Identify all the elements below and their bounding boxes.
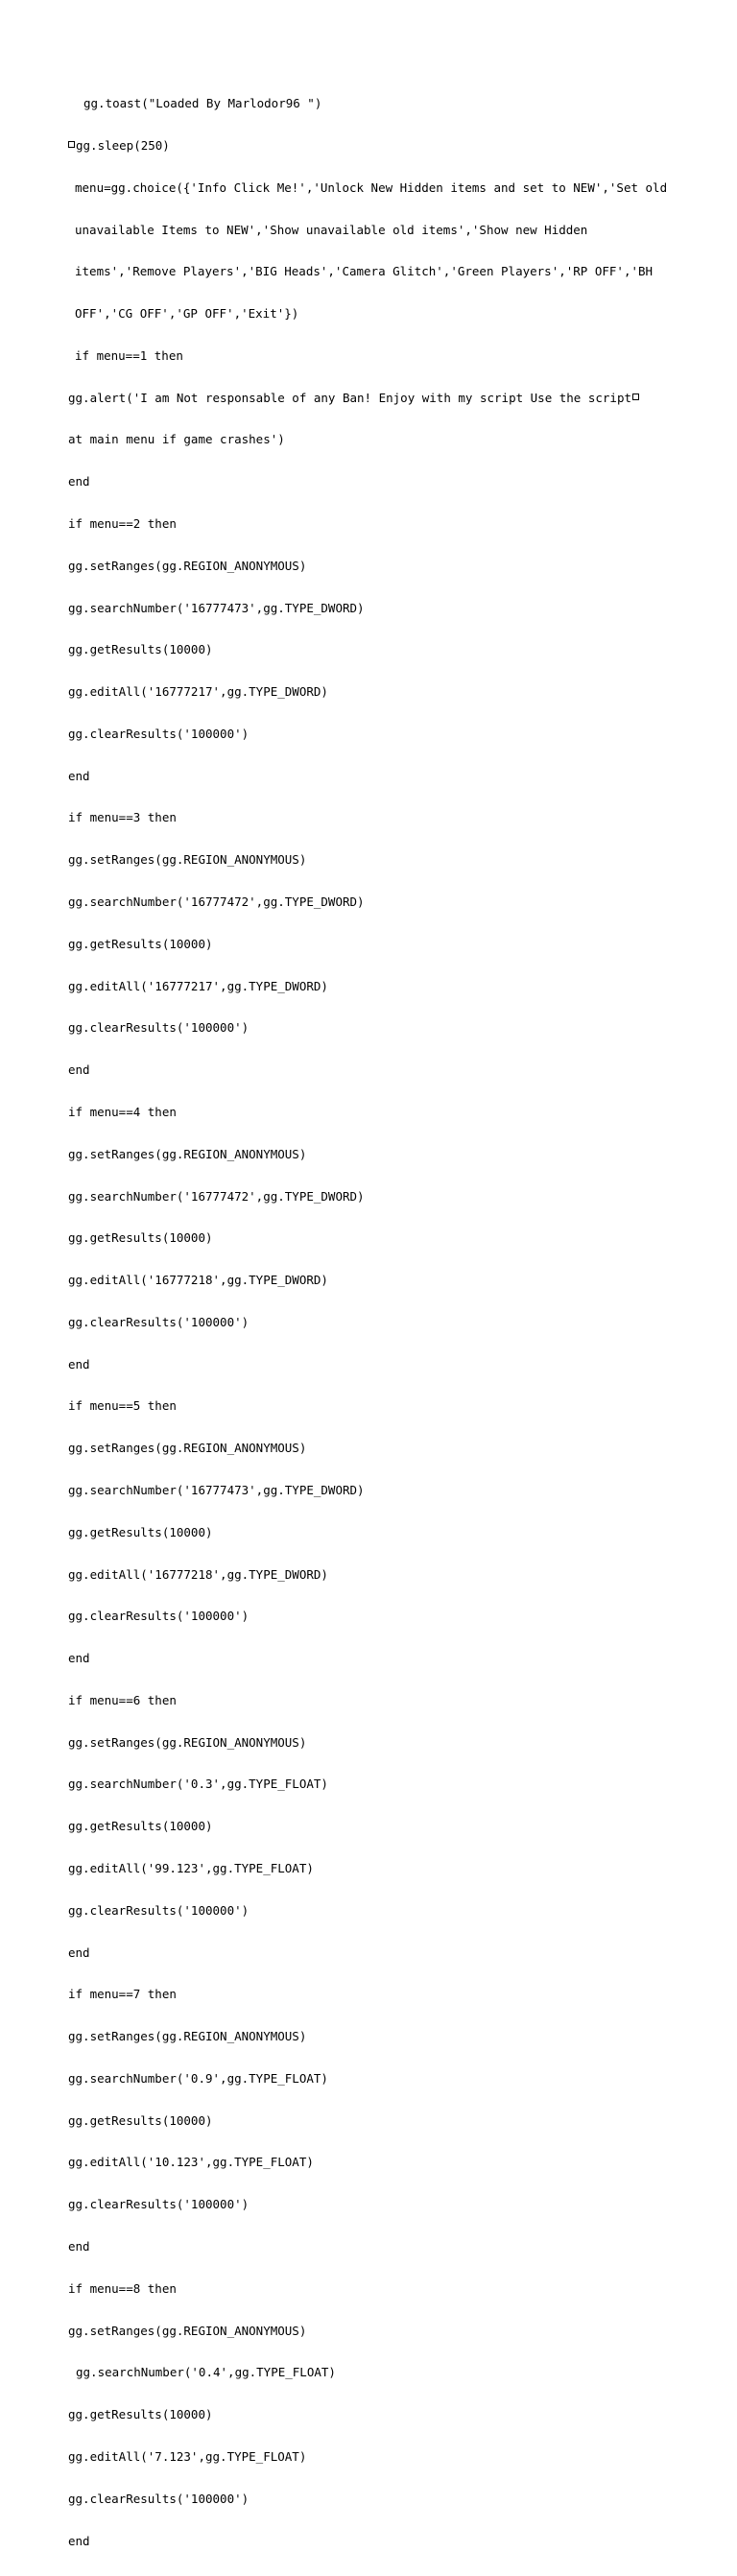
script-text	[68, 69, 682, 2576]
code-line: end	[68, 1356, 90, 1371]
code-line: gg.setRanges(gg.REGION_ANONYMOUS)	[68, 2323, 307, 2338]
code-line: gg.setRanges(gg.REGION_ANONYMOUS)	[68, 2029, 307, 2044]
code-line: end	[68, 768, 90, 783]
code-line: gg.setRanges(gg.REGION_ANONYMOUS)	[68, 558, 307, 573]
code-line: if menu==1 then	[75, 347, 183, 363]
code-line: end	[68, 2533, 90, 2548]
code-line: gg.clearResults('100000')	[68, 2197, 250, 2212]
code-line: gg.editAll('10.123',gg.TYPE_FLOAT)	[68, 2155, 314, 2170]
code-line: end	[68, 2239, 90, 2254]
code-line: end	[68, 474, 90, 489]
code-line: if menu==5 then	[68, 1398, 177, 1414]
code-line: end	[68, 1651, 90, 1666]
code-line: if menu==6 then	[68, 1692, 177, 1707]
code-line: end	[68, 1944, 90, 1960]
code-line: gg.searchNumber('16777473',gg.TYPE_DWORD)	[68, 600, 365, 615]
missing-glyph-icon	[632, 394, 639, 400]
code-line: gg.clearResults('100000')	[68, 1314, 250, 1329]
code-line: OFF','CG OFF','GP OFF','Exit'})	[75, 306, 299, 322]
code-line: unavailable Items to NEW','Show unavailable old items','Show new Hidden	[75, 222, 588, 237]
code-line: gg.setRanges(gg.REGION_ANONYMOUS)	[68, 1441, 307, 1456]
code-line: gg.searchNumber('16777473',gg.TYPE_DWORD)	[68, 1482, 365, 1497]
code-line: gg.getResults(10000)	[68, 2112, 213, 2128]
code-line: gg.clearResults('100000')	[68, 726, 250, 741]
code-line: if menu==3 then	[68, 810, 177, 825]
code-line: gg.clearResults('100000')	[68, 1020, 250, 1036]
code-line: gg.clearResults('100000')	[68, 1609, 250, 1624]
code-line: items','Remove Players','BIG Heads','Camera Glitch','Green Players','RP OFF','BH	[75, 264, 654, 279]
code-line: gg.getResults(10000)	[68, 642, 213, 657]
code-line: gg.searchNumber('0.9',gg.TYPE_FLOAT)	[68, 2070, 328, 2086]
code-line: gg.getResults(10000)	[68, 1819, 213, 1834]
code-line: gg.editAll('99.123',gg.TYPE_FLOAT)	[68, 1861, 314, 1875]
code-line: menu=gg.choice({'Info Click Me!','Unlock New Hidden items and set to NEW','Set old	[75, 179, 668, 195]
code-line: gg.alert('I am Not responsable of any Ban! Enjoy with my script Use the script	[68, 392, 682, 406]
code-line: gg.editAll('16777217',gg.TYPE_DWORD)	[68, 978, 328, 993]
code-line: gg.getResults(10000)	[68, 1524, 213, 1539]
code-line: gg.clearResults('100000')	[68, 1902, 250, 1918]
code-line: gg.editAll('7.123',gg.TYPE_FLOAT)	[68, 2448, 307, 2464]
code-line: gg.getResults(10000)	[68, 2407, 213, 2422]
code-line: if menu==8 then	[68, 2280, 177, 2296]
code-line: end	[68, 1062, 90, 1078]
code-line: if menu==4 then	[68, 1104, 177, 1119]
code-line: at main menu if game crashes')	[68, 432, 285, 447]
code-line: gg.toast("Loaded By Marlodor96 ")	[83, 96, 322, 111]
code-line: gg.getResults(10000)	[68, 936, 213, 951]
code-line: gg.editAll('16777218',gg.TYPE_DWORD)	[68, 1273, 328, 1288]
code-line: gg.searchNumber('16777472',gg.TYPE_DWORD)	[68, 1188, 365, 1204]
code-line: gg.sleep(250)	[68, 139, 682, 154]
code-line: gg.setRanges(gg.REGION_ANONYMOUS)	[68, 852, 307, 868]
code-line: gg.editAll('16777217',gg.TYPE_DWORD)	[68, 684, 328, 700]
code-line: if menu==2 then	[68, 516, 177, 531]
code-line: gg.editAll('16777218',gg.TYPE_DWORD)	[68, 1566, 328, 1582]
code-line: gg.searchNumber('0.4',gg.TYPE_FLOAT)	[76, 2365, 336, 2380]
code-line: gg.getResults(10000)	[68, 1230, 213, 1246]
code-line: gg.clearResults('100000')	[68, 2491, 250, 2506]
code-line: gg.setRanges(gg.REGION_ANONYMOUS)	[68, 1734, 307, 1750]
code-line: gg.setRanges(gg.REGION_ANONYMOUS)	[68, 1146, 307, 1161]
missing-glyph-icon	[68, 141, 75, 148]
code-line: gg.searchNumber('16777472',gg.TYPE_DWORD)	[68, 894, 365, 910]
code-line: if menu==7 then	[68, 1987, 177, 2002]
code-line: gg.searchNumber('0.3',gg.TYPE_FLOAT)	[68, 1777, 328, 1792]
